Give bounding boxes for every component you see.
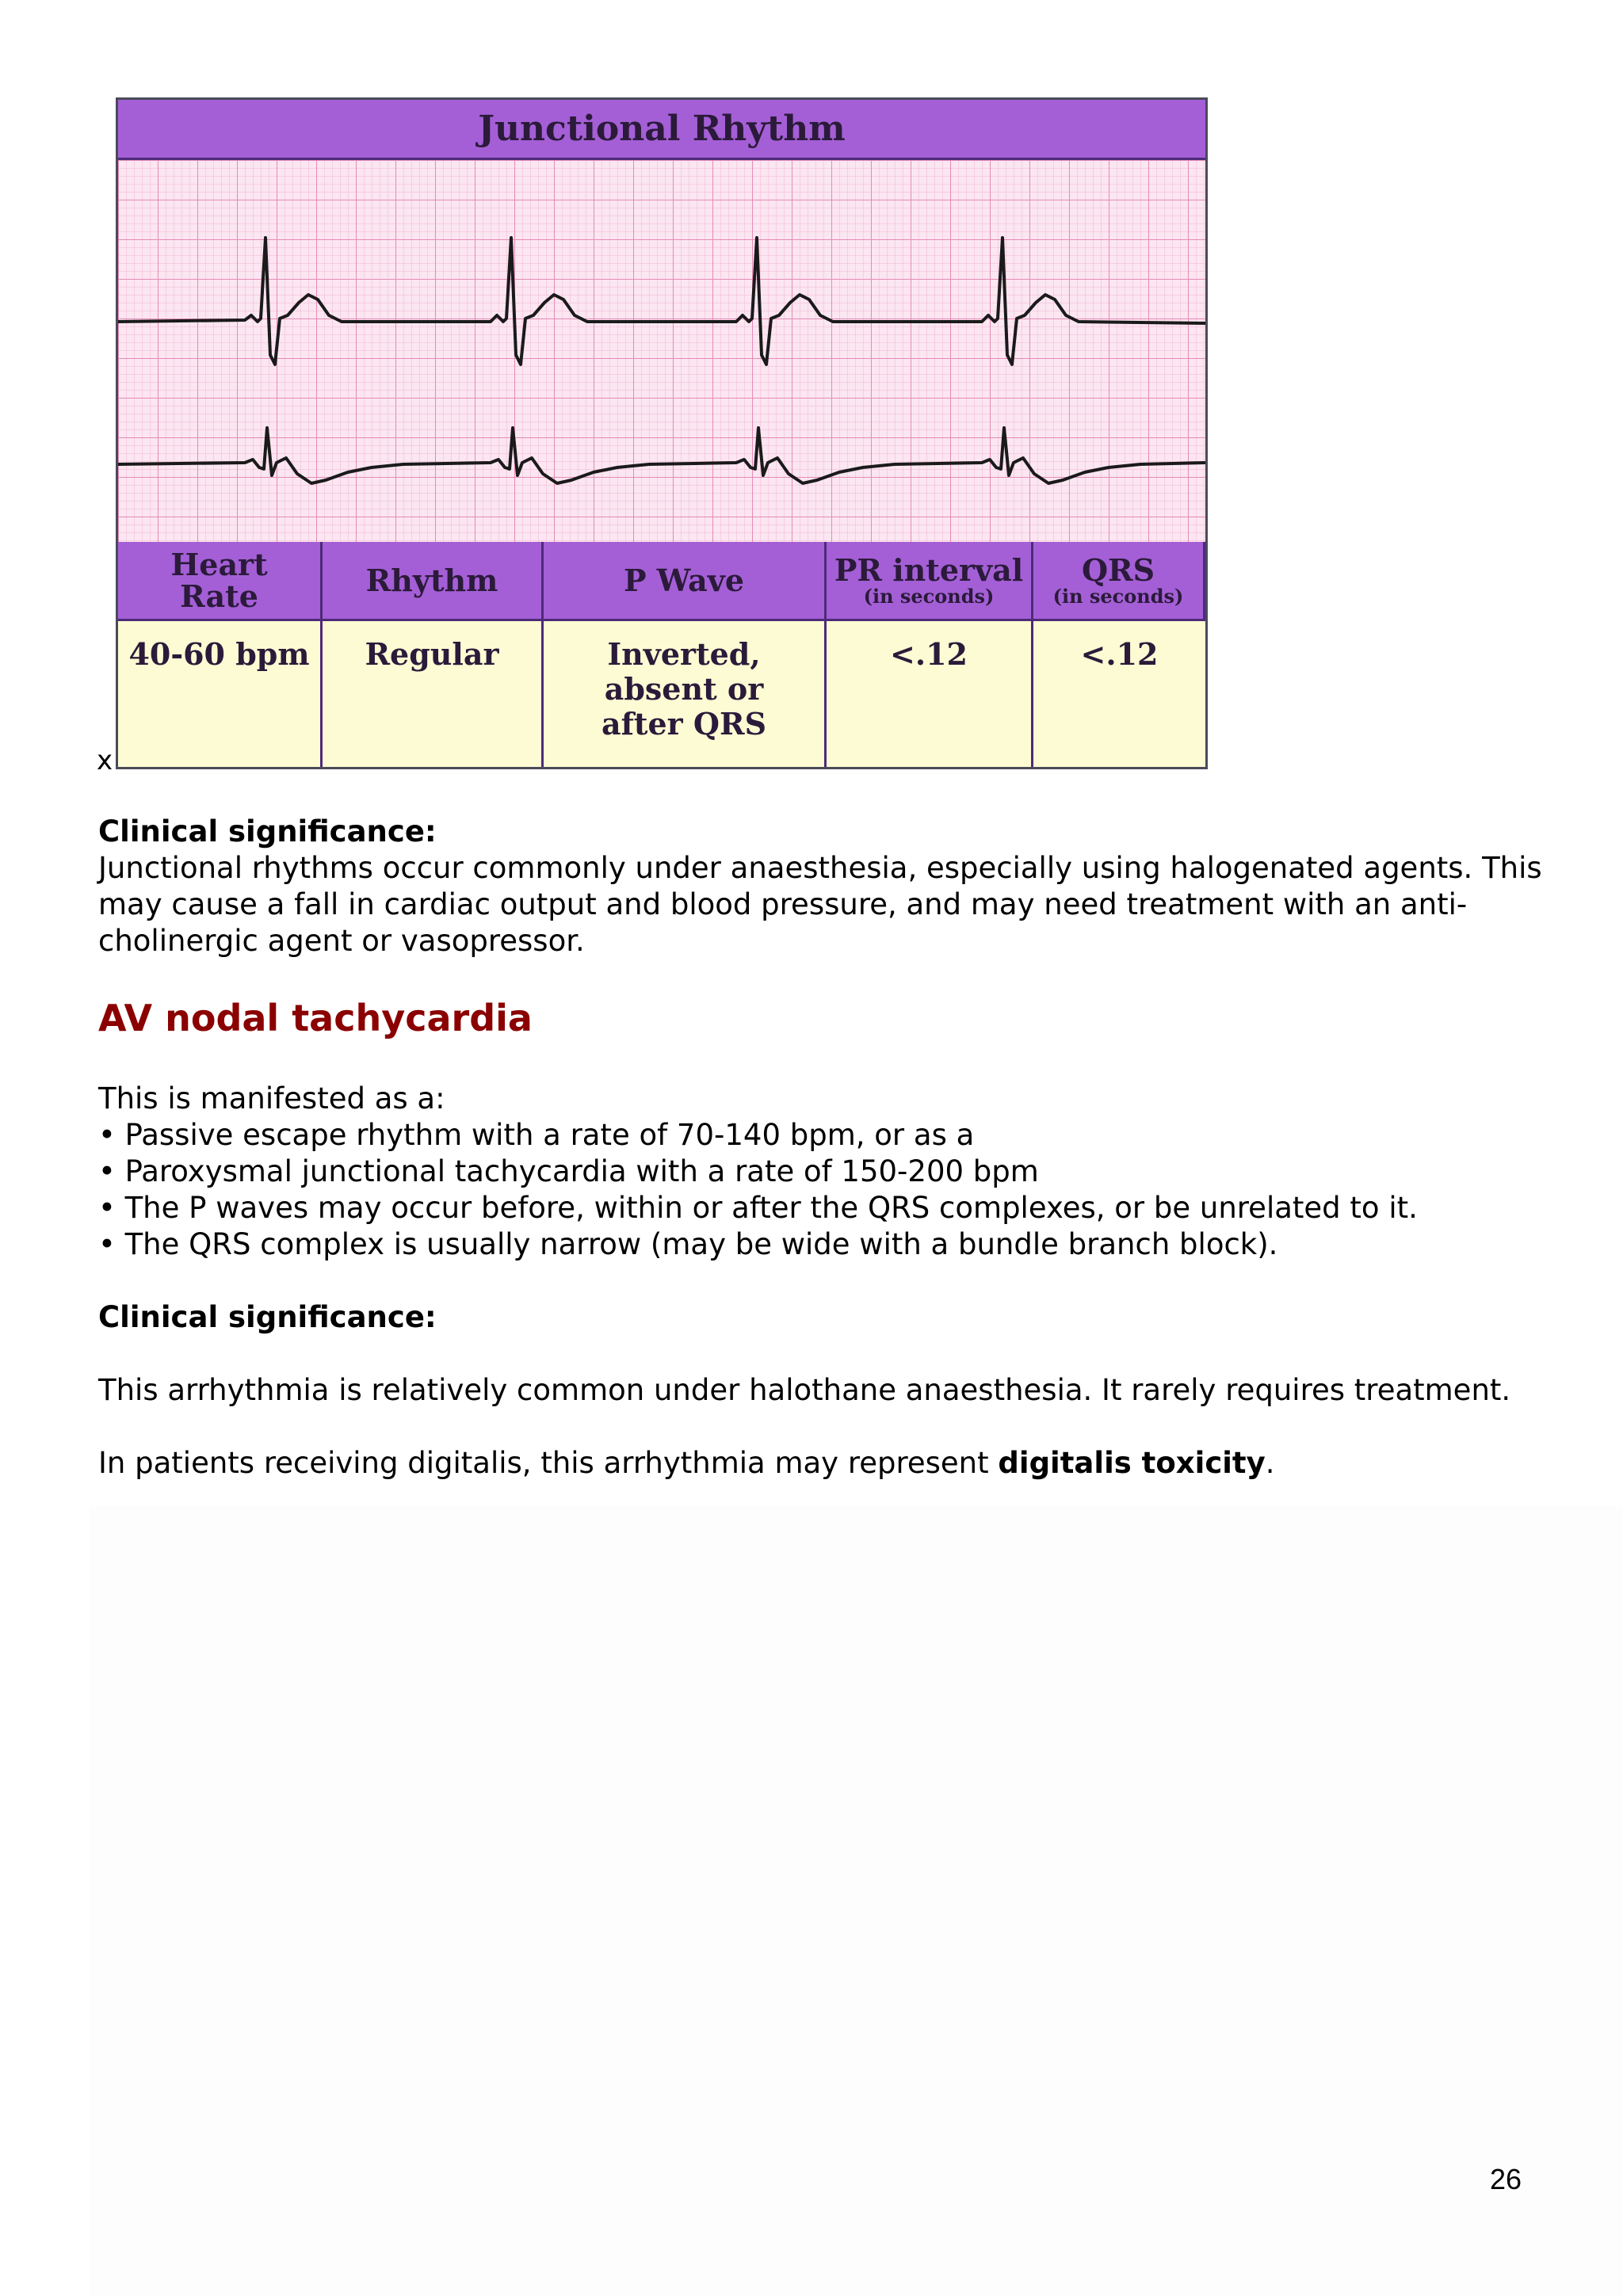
table-header-pr-interval xyxy=(827,542,1033,621)
rhythm-table xyxy=(118,542,1205,769)
ecg-grid-lines xyxy=(118,160,1205,542)
table-header-qrs xyxy=(1033,542,1205,621)
table-cell-rhythm: Regular xyxy=(323,621,544,769)
table-header-label: P Wave xyxy=(623,562,745,598)
ecg-strip xyxy=(118,160,1205,542)
paragraph2-emphasis: digitalis toxicity xyxy=(998,1446,1266,1480)
paragraph2-suffix: . xyxy=(1265,1446,1275,1480)
table-header-label: Heart Rate xyxy=(170,546,268,614)
list-item: • Passive escape rhythm with a rate of 70-140 bpm, or as a xyxy=(98,1118,975,1152)
table-header-heart-rate xyxy=(118,542,323,621)
paragraph2-prefix: In patients receiving digitalis, this arrhythmia may represent xyxy=(98,1446,999,1480)
list-item: • Paroxysmal junctional tachycardia with a rate of 150-200 bpm xyxy=(98,1154,1039,1188)
table-header-label: PR interval xyxy=(834,551,1024,588)
broken-image-marker: x xyxy=(97,745,113,776)
table-cell-pr-interval: <.12 xyxy=(827,621,1033,769)
section2-intro: This is manifested as a: xyxy=(98,1081,445,1116)
table-header-label: Rhythm xyxy=(365,562,498,598)
table-header-p-wave xyxy=(544,542,827,621)
list-item: • The P waves may occur before, within or after the QRS complexes, or be unrelated to it. xyxy=(98,1191,1418,1225)
figure-title: Junctional Rhythm xyxy=(118,100,1205,160)
table-header-label: QRS xyxy=(1081,551,1155,588)
section2-paragraph2 xyxy=(98,1445,1588,1482)
table-header-sublabel: (in seconds) xyxy=(1052,584,1184,608)
table-cell-p-wave: Inverted, absent or after QRS xyxy=(544,621,827,769)
section2-title: AV nodal tachycardia xyxy=(98,997,533,1039)
section1-paragraph: Junctional rhythms occur commonly under anaesthesia, especially using halogenated agents. This may cause a fall in cardiac output and blood pressure, and may need treatment with an anti-cholinergic agent or vasopressor. xyxy=(98,851,1542,958)
table-header-sublabel: (in seconds) xyxy=(863,584,995,608)
page-number: 26 xyxy=(1490,2163,1522,2195)
table-header-rhythm xyxy=(323,542,544,621)
bullet-list xyxy=(98,1117,1588,1263)
section2-paragraph1: This arrhythmia is relatively common under halothane anaesthesia. It rarely requires treatment. xyxy=(98,1373,1511,1407)
section2-heading: Clinical significance: xyxy=(98,1300,437,1334)
list-item: • The QRS complex is usually narrow (may be wide with a bundle branch block). xyxy=(98,1227,1278,1261)
section1-heading: Clinical significance: xyxy=(98,814,437,849)
table-cell-heart-rate: 40-60 bpm xyxy=(118,621,323,769)
page-background xyxy=(89,1505,1623,2296)
ecg-figure xyxy=(116,97,1208,769)
table-cell-qrs: <.12 xyxy=(1033,621,1205,769)
